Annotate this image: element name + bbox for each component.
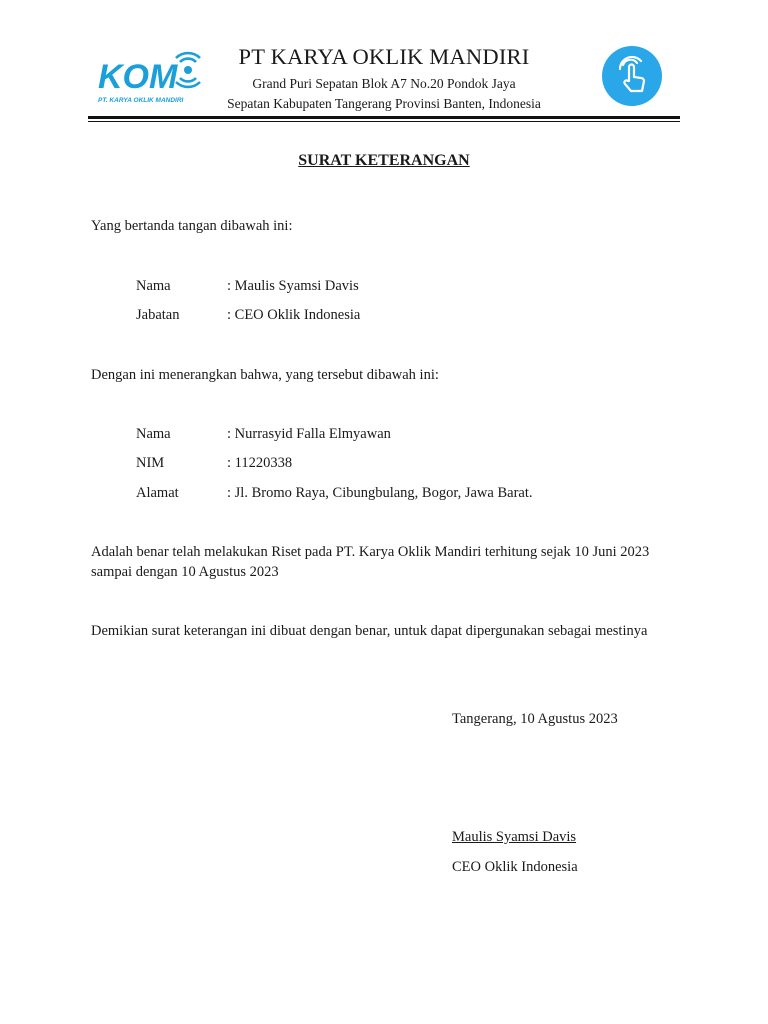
subject-name-label: Nama — [136, 426, 171, 442]
letter-title: SURAT KETERANGAN — [298, 152, 470, 169]
company-address-line1: Grand Puri Sepatan Blok A7 No.20 Pondok Jaya — [252, 76, 516, 91]
signer-name-value: : Maulis Syamsi Davis — [227, 278, 359, 294]
header-divider-thin — [88, 121, 680, 122]
intro-text: Yang bertanda tangan dibawah ini: — [91, 218, 293, 234]
subject-nim-value: : 11220338 — [227, 455, 293, 471]
signer-position-label: Jabatan — [136, 307, 180, 323]
company-address-line2: Sepatan Kabupaten Tangerang Provinsi Banten, Indonesia — [227, 96, 541, 111]
header-divider-thick — [88, 116, 680, 119]
closing-text: Demikian surat keterangan ini dibuat dengan benar, untuk dapat dipergunakan sebagai mestinya — [91, 623, 648, 639]
body-text-line2: sampai dengan 10 Agustus 2023 — [91, 564, 279, 580]
subject-name-value: : Nurrasyid Falla Elmyawan — [227, 426, 391, 442]
subject-address-value: : Jl. Bromo Raya, Cibungbulang, Bogor, Jawa Barat. — [227, 485, 533, 501]
statement-text: Dengan ini menerangkan bahwa, yang tersebut dibawah ini: — [91, 367, 439, 383]
subject-nim-label: NIM — [136, 455, 165, 471]
signature-name: Maulis Syamsi Davis — [452, 829, 577, 845]
logo-text: KOM — [98, 58, 178, 96]
company-name: PT KARYA OKLIK MANDIRI — [238, 44, 530, 69]
logo-subtext: PT. KARYA OKLIK MANDIRI — [98, 97, 184, 104]
touch-badge — [601, 45, 663, 107]
place-date: Tangerang, 10 Agustus 2023 — [452, 711, 618, 727]
body-text-line1: Adalah benar telah melakukan Riset pada PT. Karya Oklik Mandiri terhitung sejak 10 Juni 2023 — [91, 544, 650, 560]
signer-name-label: Nama — [136, 278, 171, 294]
signature-title: CEO Oklik Indonesia — [452, 859, 578, 875]
signer-position-value: : CEO Oklik Indonesia — [227, 307, 361, 323]
subject-address-label: Alamat — [136, 485, 179, 501]
